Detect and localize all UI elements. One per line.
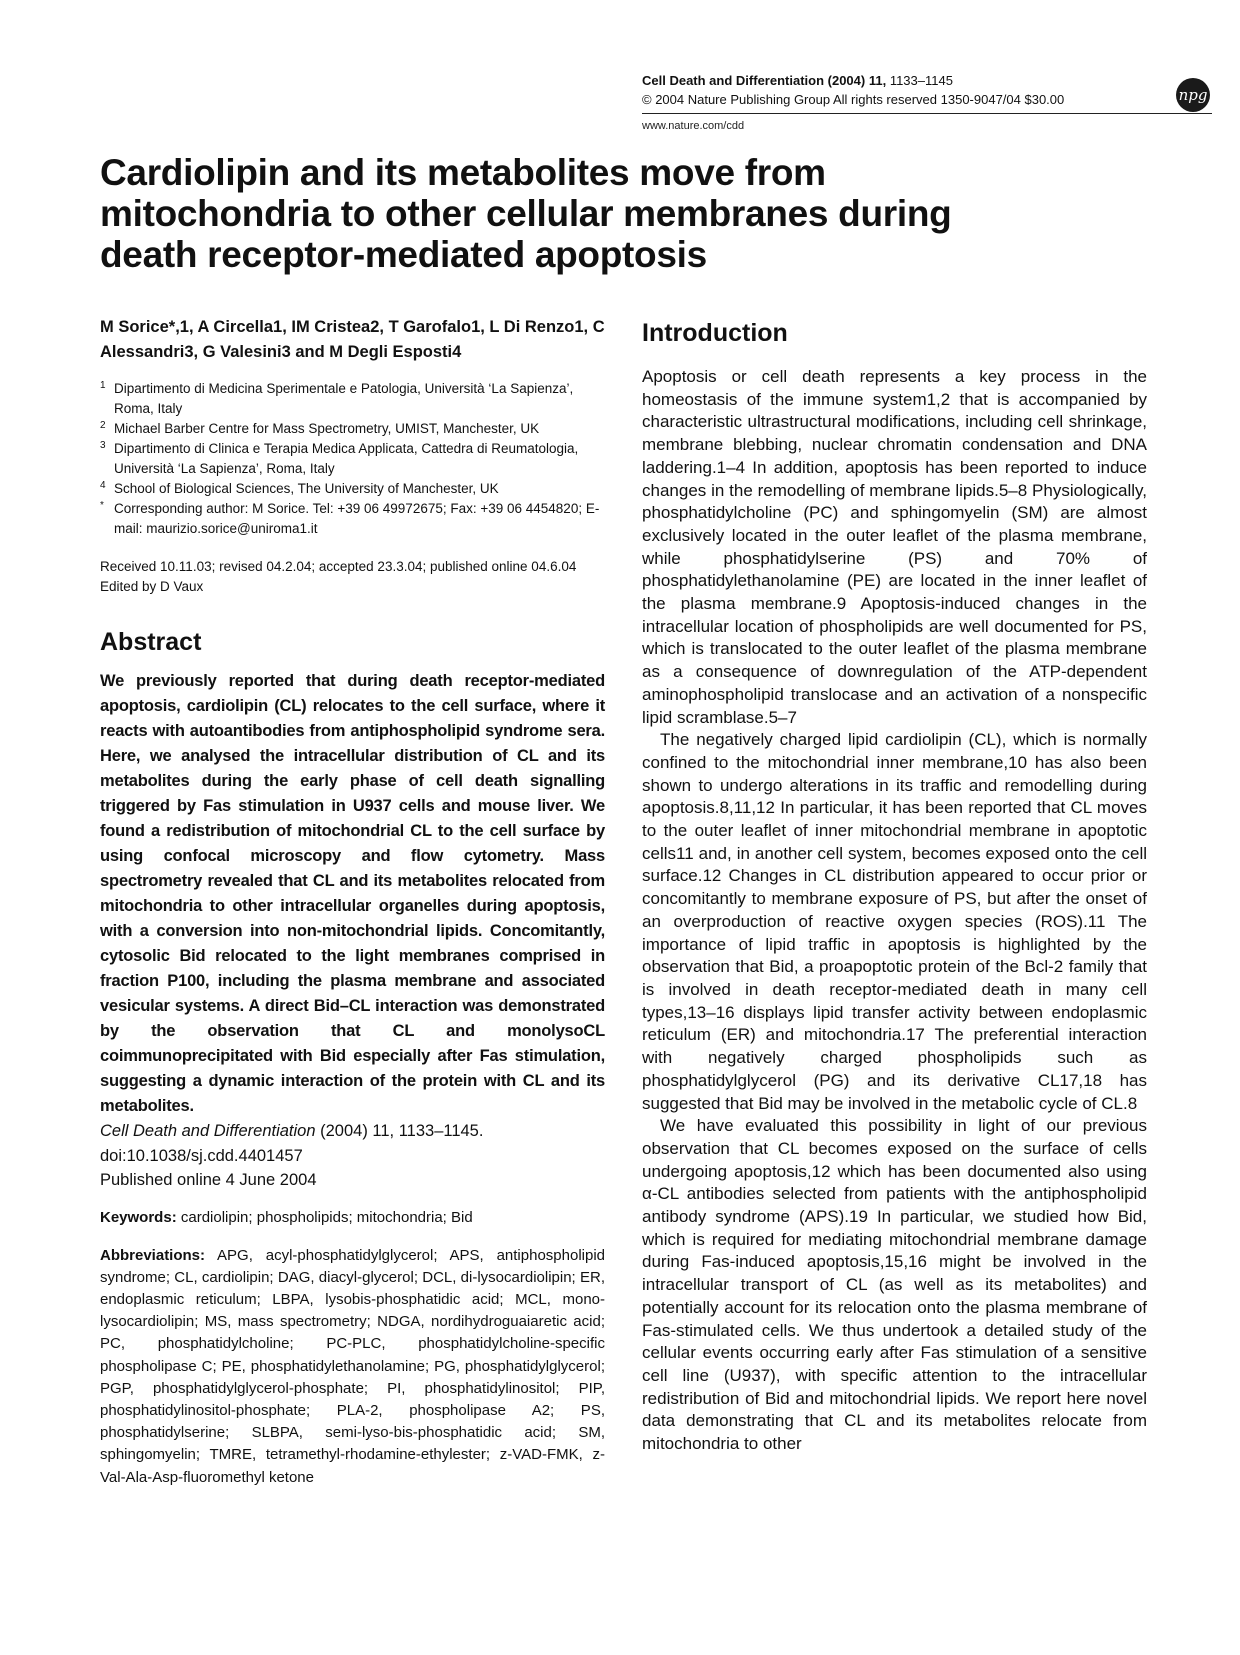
keywords-label: Keywords: — [100, 1208, 177, 1226]
abbreviations — [100, 1245, 605, 1489]
npg-logo: npg — [1176, 78, 1210, 112]
affiliation-item — [100, 479, 605, 499]
header-divider — [642, 113, 1212, 114]
journal-name: Cell Death and Differentiation (2004) 11, — [642, 73, 887, 88]
article-title: Cardiolipin and its metabolites move from mitochondria to other cellular membranes during death receptor-mediated apoptosis — [100, 152, 952, 275]
affiliation-item — [100, 439, 605, 479]
abbreviations-label: Abbreviations: — [100, 1246, 206, 1264]
intro-paragraph: Apoptosis or cell death represents a key process in the homeostasis of the immune system1,2 that is accompanied by characteristic ultrastructural modifications, including cell shrinkage, membrane blebbing, nuclear chromatin condensation and DNA laddering.1–4 In addition, apoptosis has been reported to induce changes in the remodelling of membrane lipids.5–8 Physiologically, phosphatidylcholine (PC) and sphingomyelin (SM) are almost exclusively located in the outer leaflet of the plasma membrane, while phosphatidylserine (PS) and 70% of phosphatidylethanolamine (PE) are located in the inner leaflet of the plasma membrane.9 Apoptosis-induced changes in the intracellular location of phospholipids are well documented for PS, which is translocated to the outer leaflet of the plasma membrane as a consequence of downregulation of the ATP-dependent aminophospholipid translocase and an activation of a nonspecific lipid scramblase.5–7 — [642, 367, 1147, 727]
journal-url[interactable]: www.nature.com/cdd — [642, 120, 745, 132]
affiliation-text: School of Biological Sciences, The University of Manchester, UK — [114, 481, 499, 496]
received-dates — [100, 557, 605, 597]
keywords — [100, 1207, 605, 1229]
abstract-heading: Abstract — [100, 628, 202, 656]
abbreviations-text: APG, acyl-phosphatidylglycerol; APS, antiphospholipid syndrome; CL, cardiolipin; DAG, diacyl-glycerol; DCL, di-lysocardiolipin; ER, endoplasmic reticulum; LBPA, lysobis-phosphatidic acid; MCL, mono-lysocardiolipin; MS, mass spectrometry; NDGA, nordihydroguaiaretic acid; PC, phosphatidylcholine; PC-PLC, phosphatidylcholine-specific phospholipase C; PE, phosphatidylethanolamine; PG, phosphatidylglycerol; PGP, phosphatidylglycerol-phosphate; PI, phosphatidylinositol; PIP, phosphatidylinositol-phosphate; PLA-2, phospholipase A2; PS, phosphatidylserine; SLBPA, semi-lyso-bis-phosphatidic acid; SM, sphingomyelin; TMRE, tetramethyl-rhodamine-ethylester; z-VAD-FMK, z-Val-Ala-Asp-fluoromethyl ketone — [100, 1246, 605, 1486]
affiliation-mark: 1 — [100, 380, 106, 391]
affiliation-item — [100, 499, 605, 539]
intro-paragraph: The negatively charged lipid cardiolipin (CL), which is normally confined to the mitochondrial inner membrane,10 has also been shown to undergo alterations in its traffic and remodelling during apoptosis.8,11,12 In particular, it has been reported that CL moves to the outer leaflet of inner mitochondrial membrane in apoptotic cells11 and, in another cell system, becomes exposed onto the cell surface.12 Changes in CL distribution appeared to occur prior or concomitantly to membrane exposure of PS, but after the onset of an overproduction of reactive oxygen species (ROS).11 The importance of lipid traffic in apoptosis is highlighted by the observation that Bid, a proapoptotic protein of the Bcl-2 family that is involved in death receptor-mediated death in many cell types,13–16 displays lipid transfer activity between endoplasmic reticulum (ER) and mitochondria.17 The preferential interaction with negatively charged phospholipids such as phosphatidylglycerol (PG) and its derivative CL17,18 has suggested that Bid may be involved in the metabolic cycle of CL.8 — [642, 730, 1147, 1113]
affiliation-mark: 4 — [100, 480, 106, 491]
received-line: Received 10.11.03; revised 04.2.04; accepted 23.3.04; published online 04.6.04 — [100, 559, 577, 574]
affiliation-text: Dipartimento di Medicina Sperimentale e Patologia, Università ‘La Sapienza’, Roma, Italy — [114, 381, 574, 416]
affiliation-item — [100, 379, 605, 419]
affiliation-text: Corresponding author: M Sorice. Tel: +39 06 49972675; Fax: +39 06 4454820; E-mail: maurizio.sorice@uniroma1.it — [114, 501, 600, 536]
left-column — [100, 315, 605, 1489]
copyright-line: © 2004 Nature Publishing Group All rights reserved 1350-9047/04 $30.00 — [642, 92, 1065, 107]
affiliation-mark: 2 — [100, 420, 106, 431]
abstract-text: We previously reported that during death receptor-mediated apoptosis, cardiolipin (CL) relocates to the cell surface, where it reacts with autoantibodies from antiphospholipid syndrome sera. Here, we analysed the intracellular distribution of CL and its metabolites during the early phase of cell death signalling triggered by Fas stimulation in U937 cells and mouse liver. We found a redistribution of mitochondrial CL to the cell surface by using confocal microscopy and flow cytometry. Mass spectrometry revealed that CL and its metabolites relocated from mitochondria to other intracellular organelles during apoptosis, with a conversion into non-mitochondrial lipids. Concomitantly, cytosolic Bid relocated to the light membranes comprised in fraction P100, including the plasma membrane and associated vesicular systems. A direct Bid–CL interaction was demonstrated by the observation that CL and monolysoCL coimmunoprecipitated with Bid especially after Fas stimulation, suggesting a dynamic interaction of the protein with CL and its metabolites. — [100, 672, 605, 1115]
edited-by: Edited by D Vaux — [100, 579, 204, 594]
keywords-text: cardiolipin; phospholipids; mitochondria; Bid — [176, 1208, 473, 1226]
doi[interactable]: doi:10.1038/sj.cdd.4401457 — [100, 1146, 303, 1165]
affiliation-item — [100, 419, 605, 439]
affiliation-text: Dipartimento di Clinica e Terapia Medica Applicata, Cattedra di Reumatologia, Università ‘La Sapienza’, Roma, Italy — [114, 441, 579, 476]
journal-citation-header — [642, 72, 953, 89]
author-list: M Sorice*,1, A Circella1, IM Cristea2, T Garofalo1, L Di Renzo1, C Alessandri3, G Valesini3 and M Degli Esposti4 — [100, 318, 605, 361]
affiliation-text: Michael Barber Centre for Mass Spectrometry, UMIST, Manchester, UK — [114, 421, 540, 436]
citation-journal: Cell Death and Differentiation — [100, 1122, 316, 1140]
affiliation-mark: 3 — [100, 440, 106, 451]
affiliation-mark: * — [100, 500, 104, 511]
citation-details: (2004) 11, 1133–1145. — [315, 1122, 484, 1140]
intro-paragraph: We have evaluated this possibility in light of our previous observation that CL becomes exposed on the surface of cells undergoing apoptosis,12 which has been documented also using α-CL antibodies selected from patients with the antiphospholipid antibody syndrome (APS).19 In particular, we studied how Bid, which is required for mediating mitochondrial membrane damage during Fas-induced apoptosis,15,16 might be involved in the intracellular transport of CL (as well as its metabolites) and potentially account for its relocation onto the plasma membrane of Fas-stimulated cells. We thus undertook a detailed study of the cellular events occurring early after Fas stimulation of a sensitive cell line (U937), with specific attention to the intracellular redistribution of Bid and mitochondrial lipids. We report here novel data demonstrating that CL and its metabolites relocate from mitochondria to other — [642, 1116, 1147, 1454]
article-citation — [100, 1119, 605, 1193]
affiliation-list — [100, 379, 605, 539]
introduction-heading: Introduction — [642, 319, 788, 347]
right-column — [642, 318, 1147, 1456]
published-online: Published online 4 June 2004 — [100, 1171, 317, 1189]
journal-pages: 1133–1145 — [889, 73, 953, 88]
